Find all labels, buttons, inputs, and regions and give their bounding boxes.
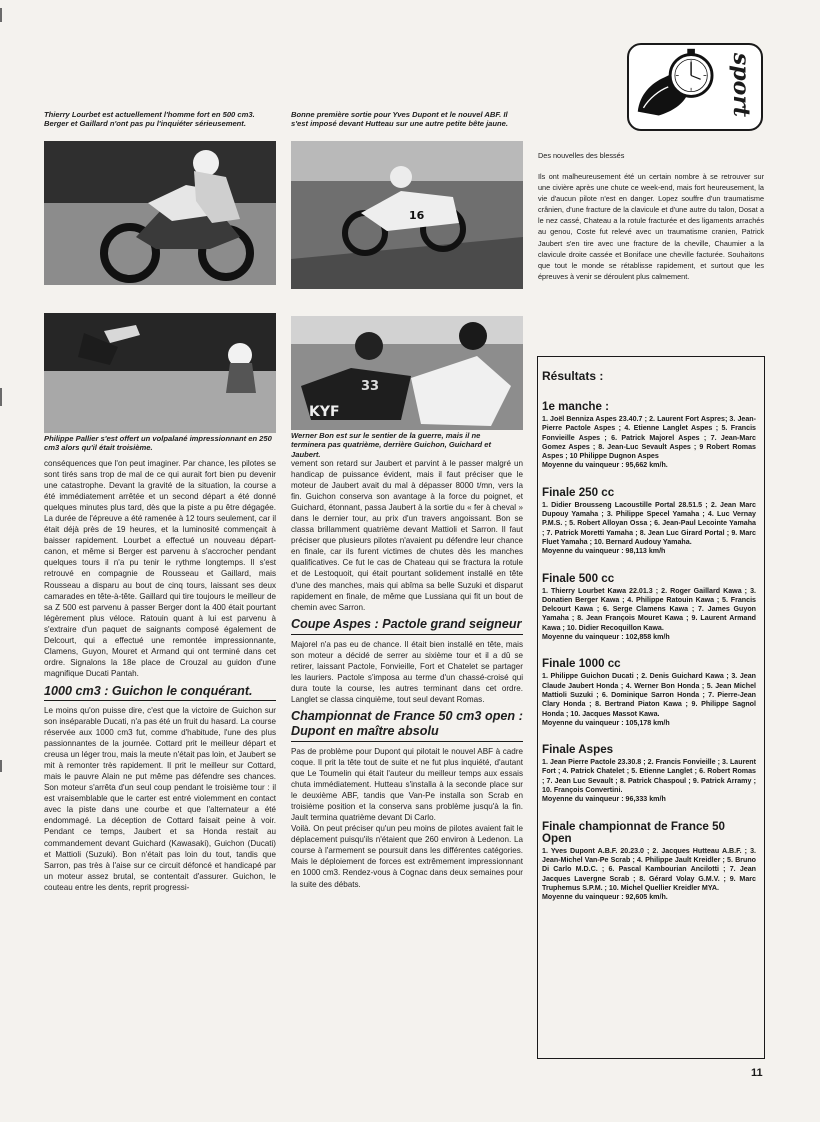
article-paragraph: Majorel n'a pas eu de chance. Il était bien installé en tête, mais son moteur a décidé de serrer au sixième tour et il a dû se retirer, laissant Pactole, Fonvieille, Fort et Chatelet se partager les lauriers. Pactole s'imposa au terme d'un chassé-croisé qui dura toute la course, les autres terminant dans cet ordre. Langlet se classa cinquième, tout seul devant Romas. xyxy=(291,639,523,704)
svg-text:33: 33 xyxy=(361,379,380,394)
logo-wordmark xyxy=(725,51,755,123)
sidebar-body: Ils ont malheureusement été un certain nombre à se retrouver sur une civière après une chute ce week-end, mais fort heureusement, la vie d'aucun pilote n'est en danger. Lopez souffre d'un traumatisme crânien, d'une fracture de la clavicule et d'une autre du talon, Dosat a le nez cassé, Chateau a la rotule fracturée et des ligaments arrachés au genou, Coste fut relevé avec un traumatisme cranien, Patrick Jaubert s'en tire avec une fracture de la cheville, Chaumier a la clavicule droite cassée et Boniface une cheville facturée. Souhaitons que tout le monde se rétablisse rapidement, et surtout que les épreuves à venir se déroulent plus calmement. xyxy=(538,172,764,281)
photo-pallier-crash xyxy=(44,313,276,433)
svg-text:KYF: KYF xyxy=(309,404,340,420)
results-box xyxy=(537,356,765,1059)
results-section-text xyxy=(542,501,756,557)
section-heading-50cm3: Championnat de France 50 cm3 open : Dupont en maître absolu xyxy=(291,709,523,742)
results-section-text xyxy=(542,847,756,903)
section-heading-coupe-aspes: Coupe Aspes : Pactole grand seigneur xyxy=(291,617,523,635)
article-paragraph: Pas de problème pour Dupont qui pilotait le nouvel ABF à cadre coque. Il prit la tête tout de suite et ne fut plus inquiété, d'autant que Le Toumelin qui était l'auteur du meilleur temps aux essais chuta immédiatement. Hutteau s'installa à la seconde place sur le deuxième ABF, tandis que Van-Pe installa son Scrab en troisième position et la conserva sans problème jusqu'à la fin. Jault termina quatrième devant Di Carlo. xyxy=(291,746,523,823)
winner-average-speed: Moyenne du vainqueur : 95,662 km/h. xyxy=(542,461,668,470)
results-ranking: 1. Didier Brousseng Lacoustille Portal 28.51.5 ; 2. Jean Marc Dupouy Yamaha ; 3. Philippe Specel Yamaha ; 4. Luc Vernay P.M.S. ; 5. Robert Alloyan Ossa ; 6. Jean-Paul Lecointe Yamaha ; 7. Patrick Moretti Yamaha ; 8. Jean Luc Girard Portal ; 9. Marc Fluet Yamaha ; 10. Bernard Audouy Yamaha. xyxy=(542,500,756,546)
winner-average-speed: Moyenne du vainqueur : 92,605 km/h. xyxy=(542,893,668,902)
photo-lourbet-motorcycle xyxy=(44,141,276,285)
article-paragraph: vement son retard sur Jaubert et parvint à le passer malgré un handicap de puissance évident, mais il faut préciser que le moteur de Jaubert avait du mal à dépasser 8000 t/mn, vers la fin. Guichon conserva son avantage à la force du poignet, et Guichard, étonnant, passa Jaubert à la sortie du « fer à cheval » dans le dernier tour, au prix d'un travers angoissant. Bon se classa brillamment quatrième devant Mattioli et Sarron. Il faut préciser que plusieurs pilotes n'avaient pu défendre leur chance en finale, car ils furent victimes de chutes dès les manches qualificatives. Ce fut le cas de Chateau qui se fractura la rotule et de Lestoquoit, qui était pourtant solidement installé en tête d'une des manches, mais qui abîma sa belle Suzuki et disparut rapidement en finale, de même que Lussiana qui fit un bout de chemin avec Sarron. xyxy=(291,459,523,612)
winner-average-speed: Moyenne du vainqueur : 105,178 km/h xyxy=(542,718,670,727)
photo-bon-pack xyxy=(291,316,523,430)
results-ranking: 1. Jean Pierre Pactole 23.30.8 ; 2. Francis Fonvieille ; 3. Laurent Fort ; 4. Patrick Chatelet ; 5. Etienne Langlet ; 6. Robert Romas ; 7. Jean Luc Sevault ; 8. Patrick Chaspoul ; 9. Patrick Arramy ; 10. François Convertini. xyxy=(542,758,756,795)
page-number: 11 xyxy=(751,1067,763,1079)
photo1-caption: Thierry Lourbet est actuellement l'homme fort en 500 cm3. Berger et Gaillard n'ont pas pu l'inquiéter sérieusement. xyxy=(44,110,255,129)
winner-average-speed: Moyenne du vainqueur : 98,113 km/h xyxy=(542,547,666,556)
results-section-heading: Finale 250 cc xyxy=(542,485,615,499)
sport-logo xyxy=(627,43,763,131)
results-section-heading: Finale championnat de France 50 Open xyxy=(542,819,725,845)
results-ranking: 1. Joël Benniza Aspes 23.40.7 ; 2. Laurent Fort Aspres; 3. Jean-Pierre Pactole Aspes ; 4. Etienne Langlet Aspes ; 5. Francis Fonvieille Aspes ; 6. Patrick Majorel Aspes ; 7. Jean-Marc Gomez Aspes ; 8. Jean-Luc Sevault Aspes ; 9 Robert Romas Aspes ; 10 Philippe Dugnon Aspes xyxy=(542,415,756,461)
results-list xyxy=(542,401,756,902)
results-section-text xyxy=(542,758,756,804)
article-column-1 xyxy=(44,458,276,893)
article-paragraph: Le moins qu'on puisse dire, c'est que la victoire de Guichon sur son inséparable Ducati, n'a pas été un fruit du hasard. La course réservée aux 1000 cm3 fut, comme d'habitude, l'une des plus passionnantes de la journée. Cottard prit le meilleur départ et creusa un léger trou, mais la meute n'était pas loin, et Jaubert se mit à remonter très rapidement. Il prit le meilleur sur Cottard, mais le pauvre Alain ne put même pas défendre ses chances. Son moteur s'arrêta d'un seul coup pendant le troisième tour : il est vraisemblable que le carter est entré violemment en contact avec la piste dans une courbe et que l'alternateur a été endommagé. La déception de Cottard faisait peine à voir. Pendant ce temps, Jaubert et sa Honda restait au commandement devant Guichard (Kawasaki), Guichon (Ducati) et Mattioli (Suzuki). Bon n'était pas loin du tout, tandis que Sarron, pas très à l'aise sur ce circuit défoncé et handicapé par un moteur assez brutal, se contentait d'assurer. Guichon, le couteau entre les dents, reprit progressi- xyxy=(44,705,276,892)
sidebar-title: Des nouvelles des blessés xyxy=(538,151,625,160)
results-section-heading: Finale 500 cc xyxy=(542,571,615,585)
injured-sidebar xyxy=(538,151,764,282)
photo3-caption: Philippe Pallier s'est offert un volpalané impressionnant en 250 cm3 alors qu'il était troisième. xyxy=(44,434,272,453)
article-paragraph: conséquences que l'on peut imaginer. Par chance, les pilotes se sont tirés sans trop de mal de ce qui aurait fort bien pu devenir une catastrophe. Devant la gravité de la situation, la course a été immédiatement arrêtée et un second départ a été donné quelques minutes plus tard, dès que la piste a pu être dégagée. La durée de l'épreuve a été ramenée à 12 tours seulement, car il était déjà près de 19 heures, et la luminosité commençait à baisser rapidement. Lourbet a effectué un nouveau départ-canon, et même si Berger est parvenu à s'accrocher pendant quelques tours il n'a pu tenir le rythme longtemps. Il s'est retrouvé en compagnie de Rousseau et Gaillard, mais Rousseau a disparu au bout de cinq tours, laissant ses deux camarades en tête-à-tête. Gaillard qui tire toujours le meilleur de sa Z 500 est parvenu à passer Berger dont la 400 était pourtant légèrement plus véloce. Ratouin quant à lui est parvenu à s'extraire d'un paquet de saignants composé également de Delcourt, qui a effectué une remontée impressionnante, Clamens, Guyon, Mouret et Armand qui ont terminé dans cet ordre. Signalons la 18e place de Crouzal au guidon d'une magnifique Ducati Pantah. xyxy=(44,459,276,678)
binding-mark xyxy=(0,388,2,406)
winner-average-speed: Moyenne du vainqueur : 102,858 km/h xyxy=(542,633,670,642)
results-section-text xyxy=(542,587,756,643)
binding-mark xyxy=(0,760,2,772)
results-section-text xyxy=(542,672,756,728)
section-heading-1000cm3: 1000 cm3 : Guichon le conquérant. xyxy=(44,684,276,701)
results-ranking: 1. Yves Dupont A.B.F. 20.23.0 ; 2. Jacques Hutteau A.B.F. ; 3. Jean-Michel Van-Pe Scrab ; 4. Philippe Jault Kreidler ; 5. Bruno Di Carlo M.D.C. ; 6. Pascal Kambourian Ancilotti ; 7. Jean Jacques Lavergne Scrab ; 8. Gérard Volay G.M.V. ; 9. Marc Truphemus S.P.M. ; 10. Michel Quellier Kreidler MYA. xyxy=(542,846,756,892)
results-ranking: 1. Philippe Guichon Ducati ; 2. Denis Guichard Kawa ; 3. Jean Claude Jaubert Honda ; 4. Werner Bon Honda ; 5. Jean Michel Mattioli Suzuki ; 6. Dominique Sarron Honda ; 7. Pierre-Jean Clary Honda ; 8. Bertrand Piaton Kawa ; 9. Philippe Sagnol Honda ; 10. Jacques Massot Kawa. xyxy=(542,672,756,718)
winner-average-speed: Moyenne du vainqueur : 96,333 km/h xyxy=(542,795,666,804)
article-paragraph: Voilà. On peut préciser qu'un peu moins de pilotes avaient fait le déplacement puisqu'ils n'étaient que 260 environ à Ledenon. La course à l'armement se poursuit dans les différentes catégories. Mais le déploiement de forces est extrêmement impressionnant en 1000 cm3. Rendez-vous à Cognac dans deux semaines pour la suite des débats. xyxy=(291,824,523,889)
binding-mark xyxy=(0,8,2,22)
logo-text: sport xyxy=(728,52,754,118)
svg-text:16: 16 xyxy=(409,209,425,222)
results-section-text xyxy=(542,415,756,471)
results-ranking: 1. Thierry Lourbet Kawa 22.01.3 ; 2. Roger Gaillard Kawa ; 3. Donatien Berger Kawa ; 4. Philippe Ratouin Kawa ; 5. Francis Delcourt Kawa ; 6. Serge Clamens Kawa ; 7. James Guyon Yamaha ; 8. Jean François Mouret Kawa ; 9. Laurent Armand Kawa ; 10. Didier Recoquillon Kawa. xyxy=(542,586,756,632)
article-column-2 xyxy=(291,458,523,890)
photo4-caption: Werner Bon est sur le sentier de la guerre, mais il ne terminera pas quatrième, derrière Guichon, Guichard et Jaubert. xyxy=(291,431,492,459)
photo-dupont-motorcycle xyxy=(291,141,523,289)
photo2-caption: Bonne première sortie pour Yves Dupont et le nouvel ABF. Il s'est imposé devant Hutteau sur une autre petite bête jaune. xyxy=(291,110,509,129)
results-section-heading: Finale Aspes xyxy=(542,743,614,757)
results-title: Résultats : xyxy=(542,369,604,383)
results-section-heading: 1e manche : xyxy=(542,400,610,413)
results-section-heading: Finale 1000 cc xyxy=(542,657,621,671)
